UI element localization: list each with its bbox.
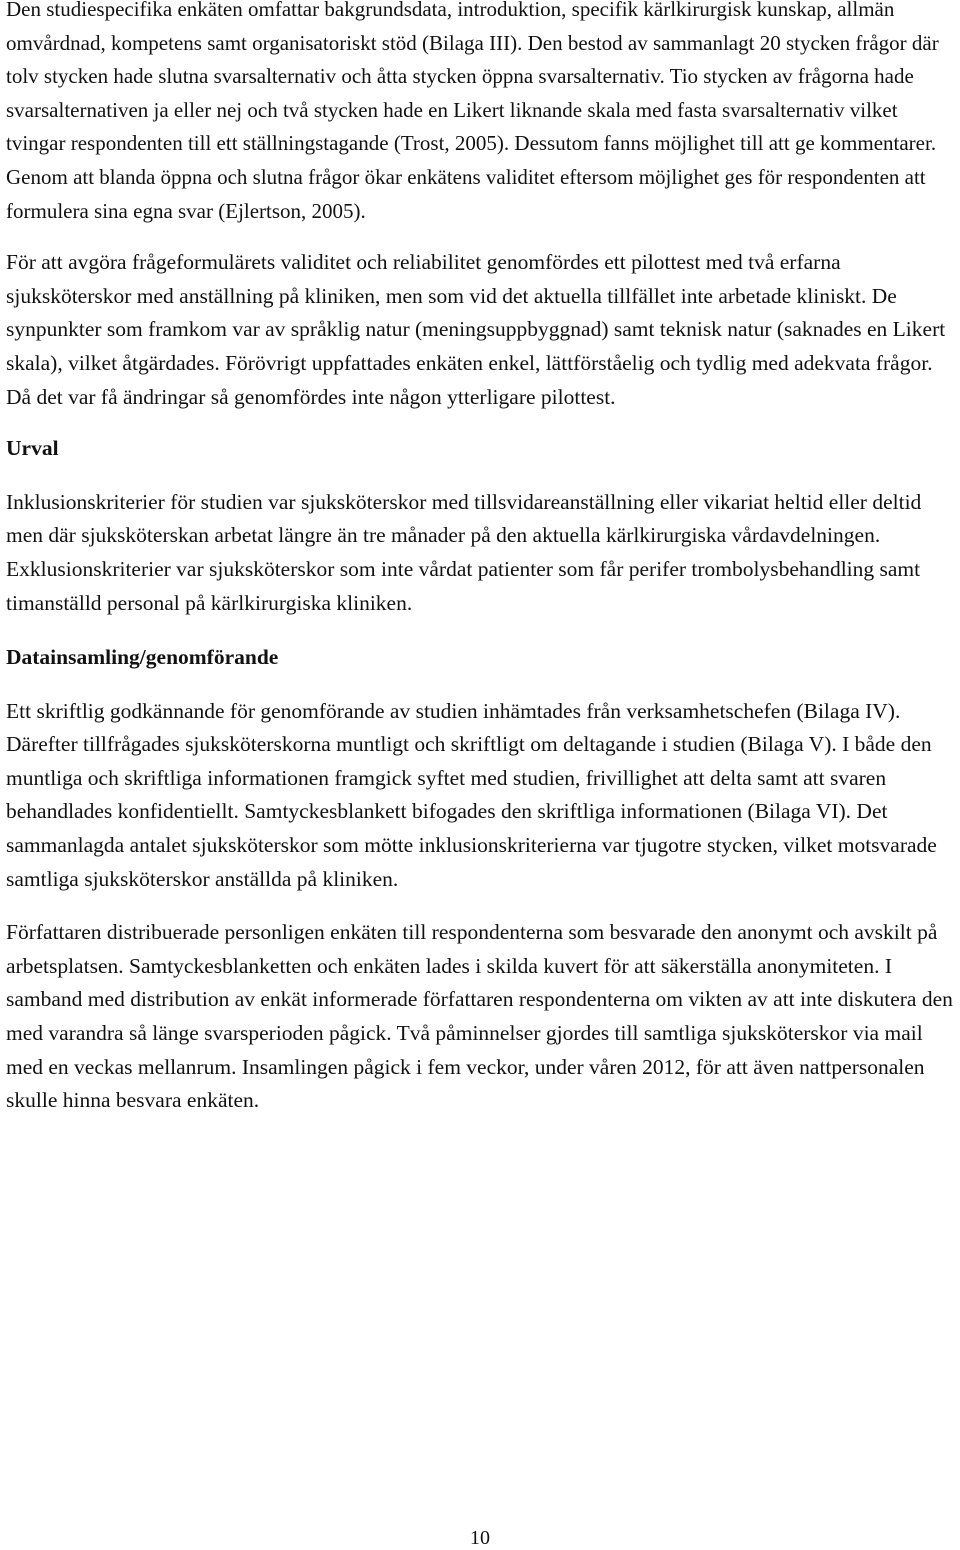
- paragraph-pilot-test: För att avgöra frågeformulärets validitet och reliabilitet genomfördes ett pilottest med två erfarna sjuksköterskor med anställning på kliniken, men som vid det aktuella tillfället inte arbetade kliniskt. De synpunkter som framkom var av språklig natur (meningsuppbyggnad) samt teknisk natur (saknades en Likert skala), vilket åtgärdades. Förövrigt uppfattades enkäten enkel, lättförståelig och tydlig med adekvata frågor. Då det var få ändringar så genomfördes inte någon ytterligare pilottest.: [6, 250, 946, 409]
- heading-datainsamling: Datainsamling/genomförande: [6, 645, 279, 670]
- paragraph-consent-procedure: Ett skriftlig godkännande för genomförande av studien inhämtades från verksamhetschefen (Bilaga IV). Därefter tillfrågades sjuksköterskorna muntligt och skriftligt om deltagande i studien (Bilaga V). I både den muntliga och skriftliga informationen framgick syftet med studien, frivillighet att delta samt att svaren behandlades konfidentiellt. Samtyckesblankett bifogades den skriftliga informationen (Bilaga VI). Det sammanlagda antalet sjuksköterskor som mötte inklusionskriterierna var tjugotre stycken, vilket motsvarade samtliga sjuksköterskor anställda på kliniken.: [6, 698, 937, 891]
- page-number: 10: [470, 1527, 490, 1549]
- heading-urval: Urval: [6, 436, 59, 461]
- document-page: [6, 0, 958, 1118]
- paragraph-questionnaire-description: Den studiespecifika enkäten omfattar bakgrundsdata, introduktion, specifik kärlkirurgisk kunskap, allmän omvårdnad, kompetens samt organisatoriskt stöd (Bilaga III). Den bestod av sammanlagt 20 stycken frågor där tolv stycken hade slutna svarsalternativ och åtta stycken öppna svarsalternativ. Tio stycken av frågorna hade svarsalternativen ja eller nej och två stycken hade en Likert liknande skala med fasta svarsalternativ vilket tvingar respondenten till ett ställningstagande (Trost, 2005). Dessutom fanns möjlighet till att ge kommentarer. Genom att blanda öppna och slutna frågor ökar enkätens validitet eftersom möjlighet ges för respondenten att formulera sina egna svar (Ejlertson, 2005).: [6, 0, 939, 223]
- paragraph-distribution: Författaren distribuerade personligen enkäten till respondenterna som besvarade den anonymt och avskilt på arbetsplatsen. Samtyckesblanketten och enkäten lades i skilda kuvert för att säkerställa anonymiteten. I samband med distribution av enkät informerade författaren respondenterna om vikten av att inte diskutera den med varandra så länge svarsperioden pågick. Två påminnelser gjordes till samtliga sjuksköterskor via mail med en veckas mellanrum. Insamlingen pågick i fem veckor, under våren 2012, för att även nattpersonalen skulle hinna besvara enkäten.: [6, 920, 953, 1113]
- paragraph-inclusion-criteria: Inklusionskriterier för studien var sjuksköterskor med tillsvidareanställning eller vikariat heltid eller deltid men där sjuksköterskan arbetat längre än tre månader på den aktuella kärlkirurgiska vårdavdelningen. Exklusionskriterier var sjuksköterskor som inte vårdat patienter som får perifer trombolysbehandling samt timanställd personal på kärlkirurgiska kliniken.: [6, 489, 922, 615]
